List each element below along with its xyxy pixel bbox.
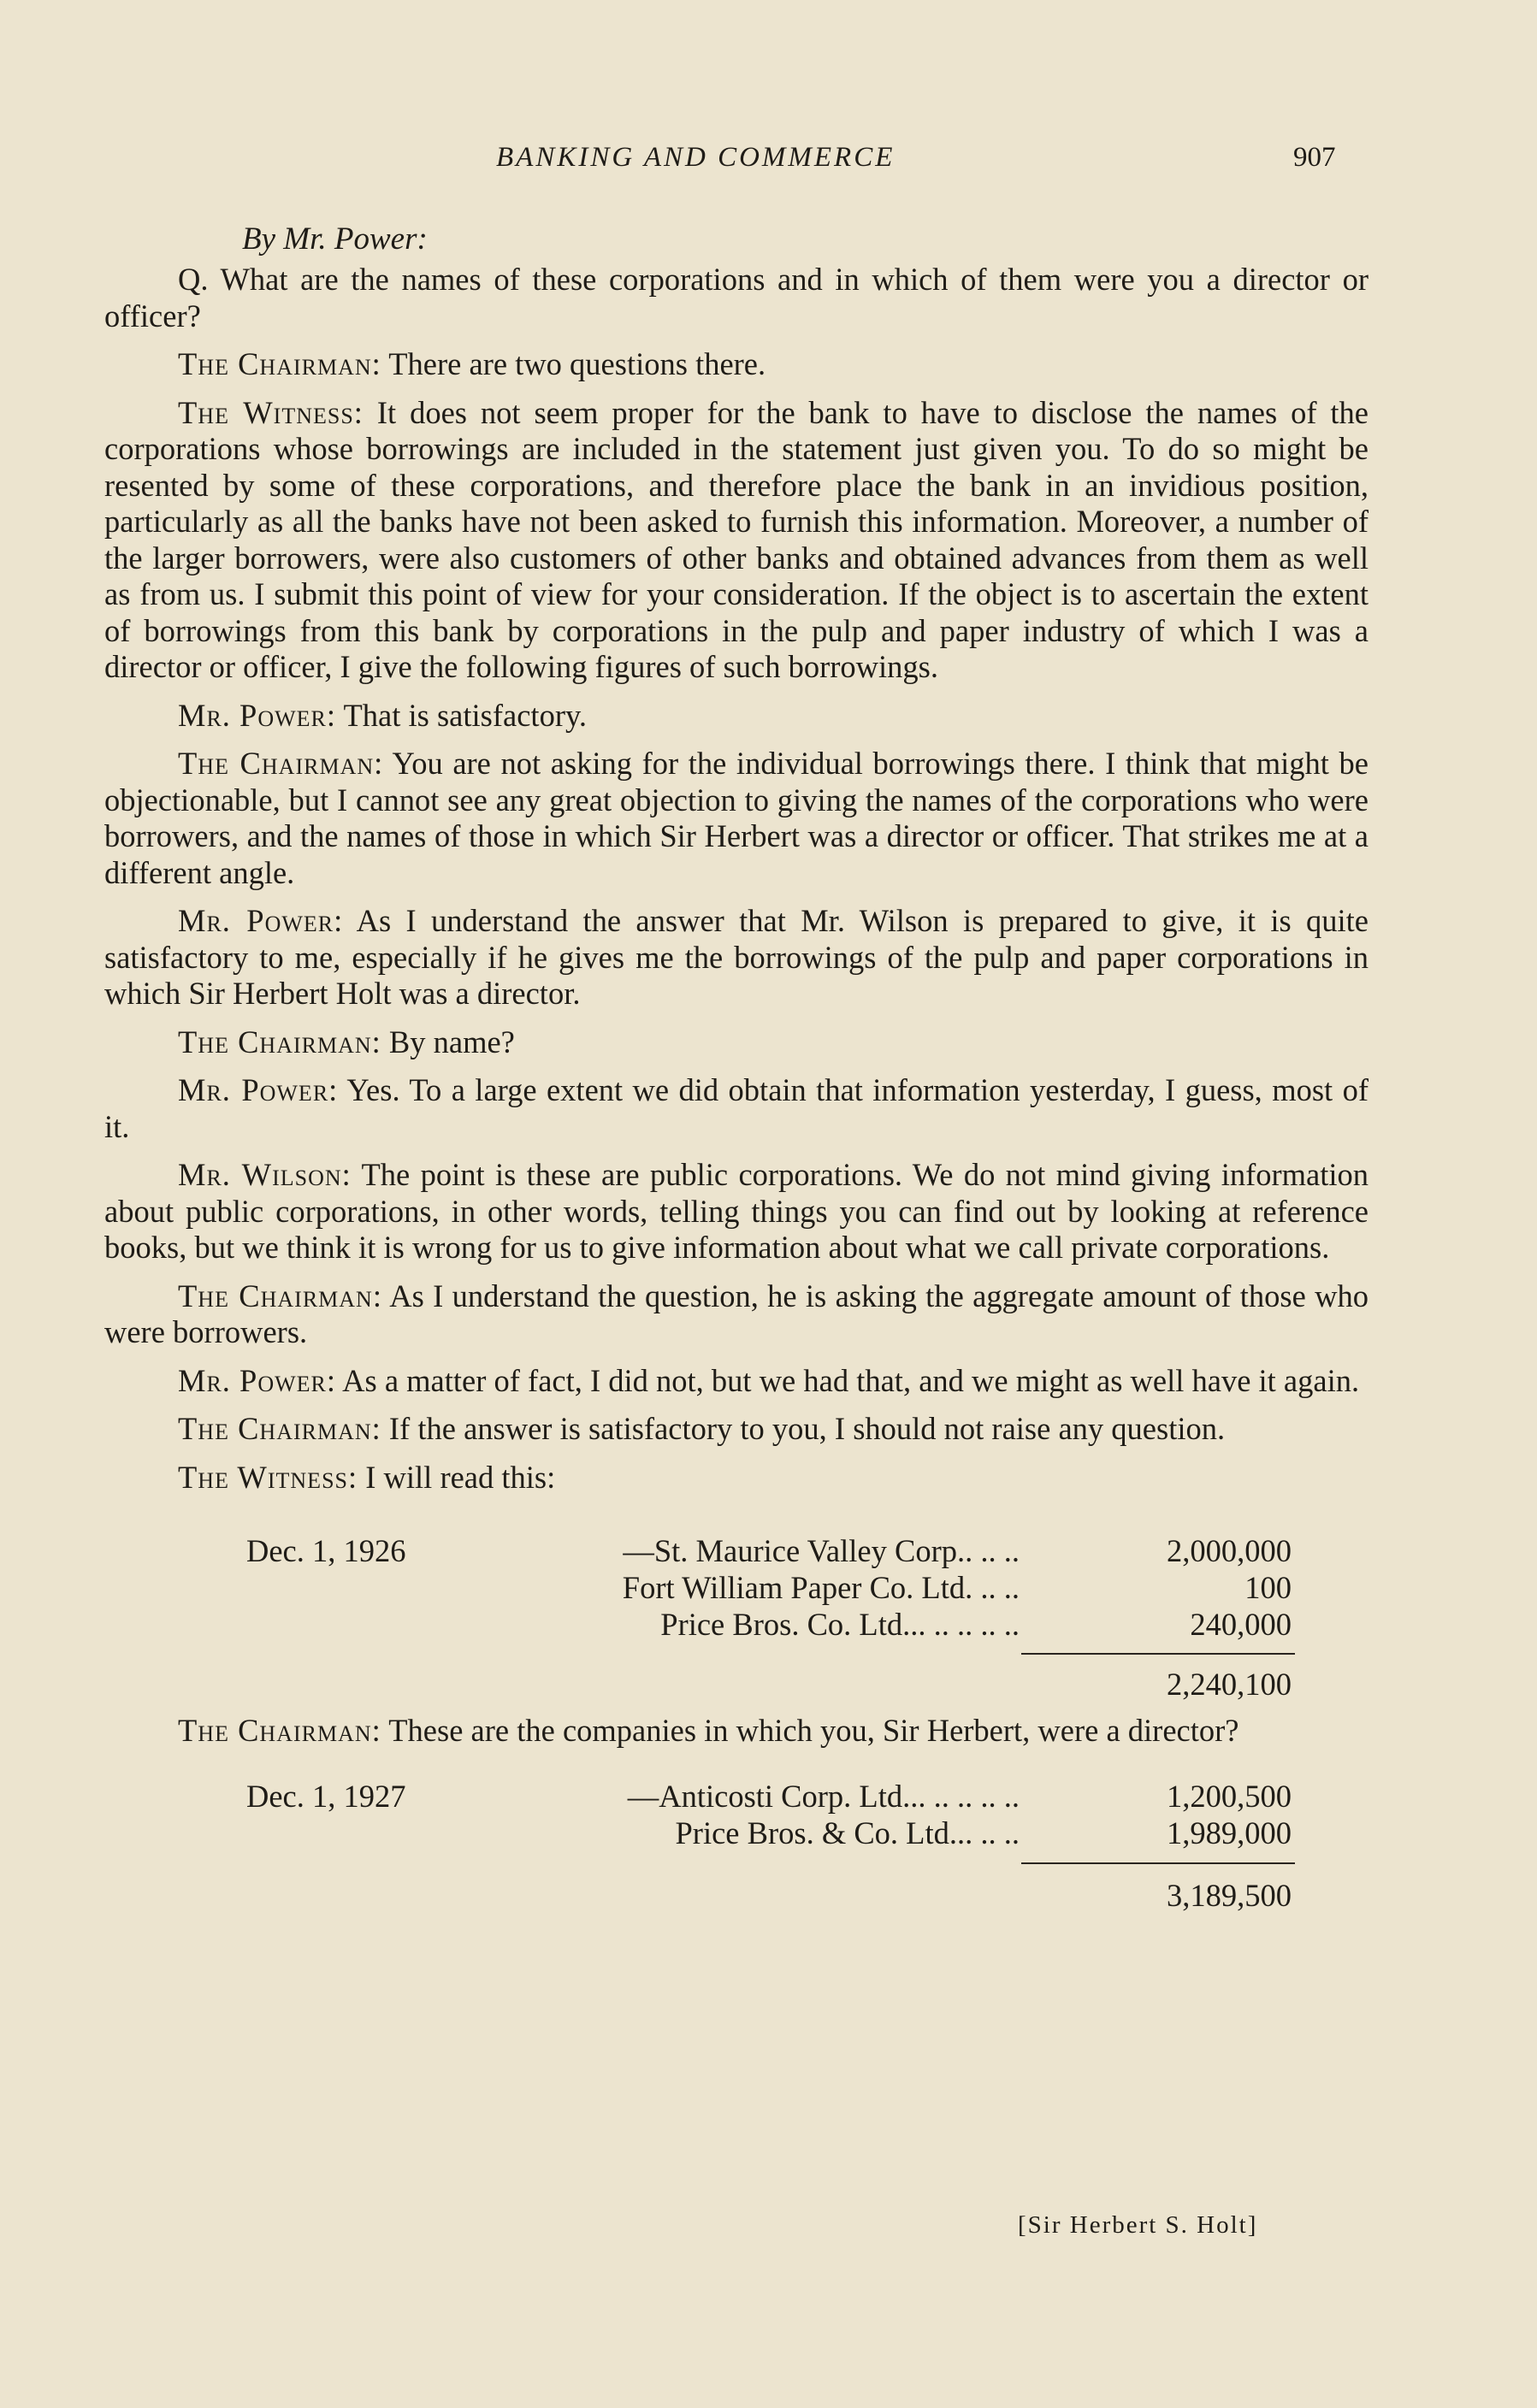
- paragraph: [104, 1024, 1369, 1061]
- paragraph-text: There are two questions there.: [388, 346, 766, 381]
- ledger-total-row: [104, 1878, 1369, 1915]
- ledger-total-row: [104, 1667, 1369, 1704]
- paragraph: [104, 1713, 1369, 1750]
- paragraph: [104, 346, 1369, 383]
- speaker: Mr. Power:: [178, 697, 337, 733]
- ledger-1926: [104, 1508, 1369, 1713]
- paragraph-text: The point is these are public corporations. We do not mind giving information about public corporations, in other words, telling things you can find out by looking at reference books, but we think it is wrong for us to give information about what we call private corporations.: [104, 1157, 1369, 1265]
- speaker: Mr. Power:: [178, 1362, 337, 1398]
- speaker: The Witness:: [178, 394, 364, 430]
- ledger-date: Dec. 1, 1926: [246, 1533, 406, 1568]
- company-name: Price Bros. & Co. Ltd... .. ..: [675, 1815, 1020, 1850]
- paragraph: [104, 1460, 1369, 1496]
- speaker: Mr. Power:: [178, 1072, 339, 1107]
- examiner-line: By Mr. Power:: [242, 221, 428, 257]
- paragraph-text: As I understand the answer that Mr. Wilson is prepared to give, it is quite satisfactory to me, especially if he gives me the borrowings of the pulp and paper corporations in which Sir Herbert Holt was a director.: [104, 903, 1369, 1011]
- paragraph: [104, 1157, 1369, 1266]
- ledger-row: [104, 1779, 1369, 1816]
- speaker: The Chairman:: [178, 1278, 382, 1313]
- speaker: Mr. Power:: [178, 903, 344, 938]
- transcript-body: [104, 262, 1369, 1975]
- paragraph: [104, 903, 1369, 1012]
- page-number: 907: [1293, 142, 1336, 173]
- ledger-row: [104, 1533, 1369, 1571]
- amount: 1,989,000: [1167, 1815, 1292, 1850]
- company-name: —Anticosti Corp. Ltd... .. .. .. ..: [627, 1778, 1020, 1814]
- total-rule: [1021, 1862, 1295, 1864]
- running-head-title: BANKING AND COMMERCE: [496, 142, 896, 173]
- paragraph-text: Q. What are the names of these corporations and in which of them were you a director or officer?: [104, 262, 1369, 333]
- paragraph-text: That is satisfactory.: [343, 697, 587, 733]
- total-amount: 2,240,100: [1167, 1667, 1292, 1702]
- company-name: Fort William Paper Co. Ltd. .. ..: [622, 1570, 1020, 1605]
- paragraph: [104, 262, 1369, 334]
- speaker: The Chairman:: [178, 1713, 381, 1748]
- ledger-row: [104, 1570, 1369, 1608]
- speaker: Mr. Wilson:: [178, 1157, 352, 1192]
- ledger-date: Dec. 1, 1927: [246, 1778, 406, 1814]
- paragraph: [104, 698, 1369, 735]
- paragraph-text: If the answer is satisfactory to you, I should not raise any question.: [388, 1411, 1226, 1446]
- amount: 100: [1244, 1570, 1292, 1605]
- ledger-row: [104, 1607, 1369, 1644]
- paragraph: [104, 746, 1369, 891]
- speaker: The Chairman:: [178, 346, 381, 381]
- speaker: The Chairman:: [178, 1024, 381, 1059]
- company-name: Price Bros. Co. Ltd... .. .. .. ..: [660, 1607, 1020, 1642]
- total-amount: 3,189,500: [1167, 1877, 1292, 1913]
- amount: 1,200,500: [1167, 1778, 1292, 1814]
- paragraph: [104, 1278, 1369, 1351]
- paragraph-text: You are not asking for the individual borrowings there. I think that might be objectionable, but I cannot see any great objection to giving the names of the corporations who were borrowers, and the names of those in which Sir Herbert was a director or officer. That strikes me at a different angle.: [104, 746, 1369, 890]
- ledger-row: [104, 1815, 1369, 1853]
- paragraph: [104, 1363, 1369, 1400]
- paragraph: [104, 1072, 1369, 1145]
- amount: 2,000,000: [1167, 1533, 1292, 1568]
- speaker: The Chairman:: [178, 1411, 381, 1446]
- paragraph: [104, 395, 1369, 686]
- paragraph-text: Yes. To a large extent we did obtain that information yesterday, I guess, most of it.: [104, 1072, 1369, 1144]
- company-name: —St. Maurice Valley Corp.. .. ..: [623, 1533, 1020, 1568]
- paragraph-text: It does not seem proper for the bank to have to disclose the names of the corporations whose borrowings are included in the statement just given you. To do so might be resented by some of these corporations, and therefore place the bank in an invidious position, particularly as all the banks have not been asked to furnish this information. Moreover, a number of the larger borrowers, were also customers of other banks and obtained advances from them as well as from us. I submit this point of view for your consideration. If the object is to ascertain the extent of borrowings from this bank by corporations in the pulp and paper industry of which I was a director or officer, I give the following figures of such borrowings.: [104, 394, 1369, 684]
- paragraph-text: These are the companies in which you, Sir Herbert, were a director?: [388, 1713, 1239, 1748]
- ledger-1927: [104, 1762, 1369, 1975]
- running-head: [0, 142, 1537, 180]
- paragraph: [104, 1411, 1369, 1448]
- paragraph-text: As I understand the question, he is asking the aggregate amount of those who were borrowers.: [104, 1278, 1369, 1349]
- speaker: The Witness:: [178, 1459, 358, 1495]
- paragraph-text: By name?: [388, 1024, 515, 1059]
- total-rule: [1021, 1653, 1295, 1655]
- speaker: The Chairman:: [178, 746, 384, 781]
- paragraph-text: As a matter of fact, I did not, but we had that, and we might as well have it again.: [342, 1362, 1360, 1398]
- amount: 240,000: [1190, 1607, 1292, 1642]
- witness-signature: [Sir Herbert S. Holt]: [1018, 2211, 1258, 2239]
- paragraph-text: I will read this:: [365, 1459, 556, 1495]
